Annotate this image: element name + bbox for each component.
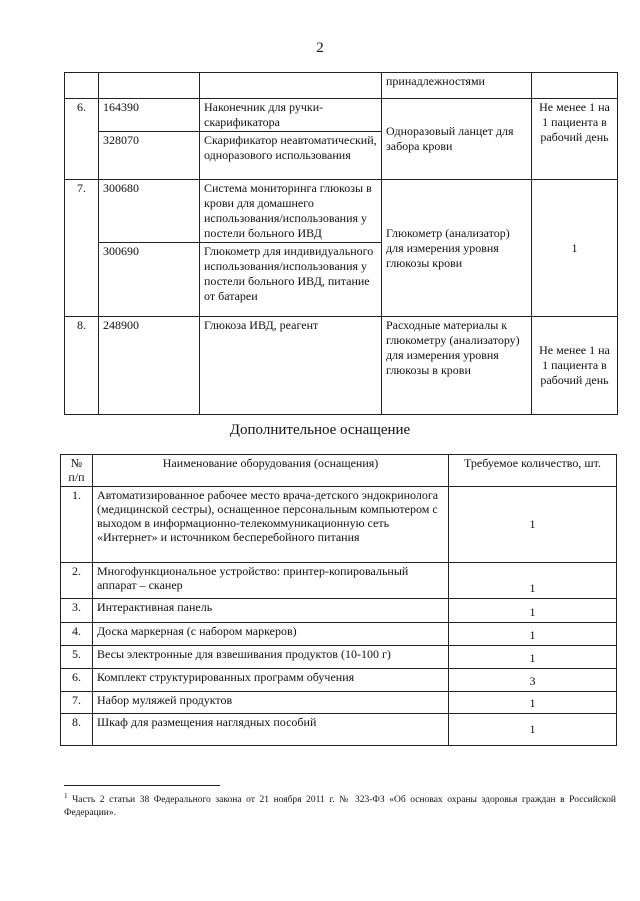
header-name: Наименование оборудования (оснащения) — [93, 455, 449, 487]
page-number: 2 — [316, 40, 324, 56]
qty-cell: 1 — [449, 623, 617, 646]
table-row — [61, 563, 617, 599]
code-cell: 328070 — [99, 132, 200, 180]
row-number: 7. — [61, 692, 93, 714]
qty-cell: 1 — [449, 563, 617, 599]
row-number: 5. — [61, 646, 93, 669]
equipment-table — [60, 454, 617, 746]
name-cell: Набор муляжей продуктов — [93, 692, 449, 714]
table-row — [61, 487, 617, 563]
code-cell: 164390 — [99, 99, 200, 132]
name-cell: Доска маркерная (с набором маркеров) — [93, 623, 449, 646]
qty-cell: 1 — [449, 714, 617, 746]
desc-cell: Глюкоза ИВД, реагент — [200, 317, 382, 415]
table-row — [61, 714, 617, 746]
table-header-row — [61, 455, 617, 487]
table-row — [61, 669, 617, 692]
name-cell: Шкаф для размещения наглядных пособий — [93, 714, 449, 746]
table-row — [65, 73, 618, 99]
top-table — [64, 72, 618, 415]
row-number: 7. — [65, 180, 99, 317]
table-row — [61, 599, 617, 623]
name-cell: Многофункциональное устройство: принтер-копировальный аппарат – сканер — [93, 563, 449, 599]
name-cell: Комплект структурированных программ обучения — [93, 669, 449, 692]
table-row — [61, 692, 617, 714]
qty-cell: 1 — [449, 692, 617, 714]
row-number: 1. — [61, 487, 93, 563]
table-cell — [99, 73, 200, 99]
table-row — [65, 180, 618, 243]
row-number: 6. — [61, 669, 93, 692]
header-num: № п/п — [61, 455, 93, 487]
table-row — [61, 646, 617, 669]
name-cell: Интерактивная панель — [93, 599, 449, 623]
table-cell — [65, 73, 99, 99]
name-cell: Автоматизированное рабочее место врача-детского эндокринолога (медицинской сестры), оснащенное персональным компьютером с выходом в информационно-телекоммуникационную сеть «Интернет» и источником бесперебойного питания — [93, 487, 449, 563]
qty-cell: 1 — [449, 646, 617, 669]
table-cell: принадлежностями — [382, 73, 532, 99]
footnote-marker: 1 — [64, 792, 68, 800]
row-number: 2. — [61, 563, 93, 599]
name-cell: Весы электронные для взвешивания продуктов (10-100 г) — [93, 646, 449, 669]
desc-cell: Наконечник для ручки-скарификатора — [200, 99, 382, 132]
code-cell: 300690 — [99, 243, 200, 317]
table-row — [65, 317, 618, 415]
qty-cell: Не менее 1 на 1 пациента в рабочий день — [532, 317, 618, 415]
row-number: 3. — [61, 599, 93, 623]
name-cell: Глюкометр (анализатор) для измерения уровня глюкозы крови — [382, 180, 532, 317]
table-cell — [532, 73, 618, 99]
section-title: Дополнительное оснащение — [229, 422, 411, 438]
row-number: 4. — [61, 623, 93, 646]
desc-cell: Система мониторинга глюкозы в крови для домашнего использования/использования у постели больного ИВД — [200, 180, 382, 243]
footnote-divider — [64, 785, 220, 786]
footnote — [64, 790, 616, 820]
code-cell: 248900 — [99, 317, 200, 415]
qty-cell: 1 — [449, 487, 617, 563]
table-row — [61, 623, 617, 646]
row-number: 6. — [65, 99, 99, 180]
qty-cell: 1 — [532, 180, 618, 317]
qty-cell: Не менее 1 на 1 пациента в рабочий день — [532, 99, 618, 180]
row-number: 8. — [65, 317, 99, 415]
desc-cell: Глюкометр для индивидуального использования/использования у постели больного ИВД, питание от батареи — [200, 243, 382, 317]
table-cell — [200, 73, 382, 99]
qty-cell: 1 — [449, 599, 617, 623]
name-cell: Одноразовый ланцет для забора крови — [382, 99, 532, 180]
row-number: 8. — [61, 714, 93, 746]
qty-cell: 3 — [449, 669, 617, 692]
header-qty: Требуемое количество, шт. — [449, 455, 617, 487]
footnote-text: Часть 2 статьи 38 Федерального закона от 21 ноября 2011 г. № 323-ФЗ «Об основах охраны здоровья граждан в Российской Федерации». — [64, 795, 616, 819]
code-cell: 300680 — [99, 180, 200, 243]
table-row — [65, 99, 618, 132]
desc-cell: Скарификатор неавтоматический, одноразового использования — [200, 132, 382, 180]
name-cell: Расходные материалы к глюкометру (анализатору) для измерения уровня глюкозы в крови — [382, 317, 532, 415]
